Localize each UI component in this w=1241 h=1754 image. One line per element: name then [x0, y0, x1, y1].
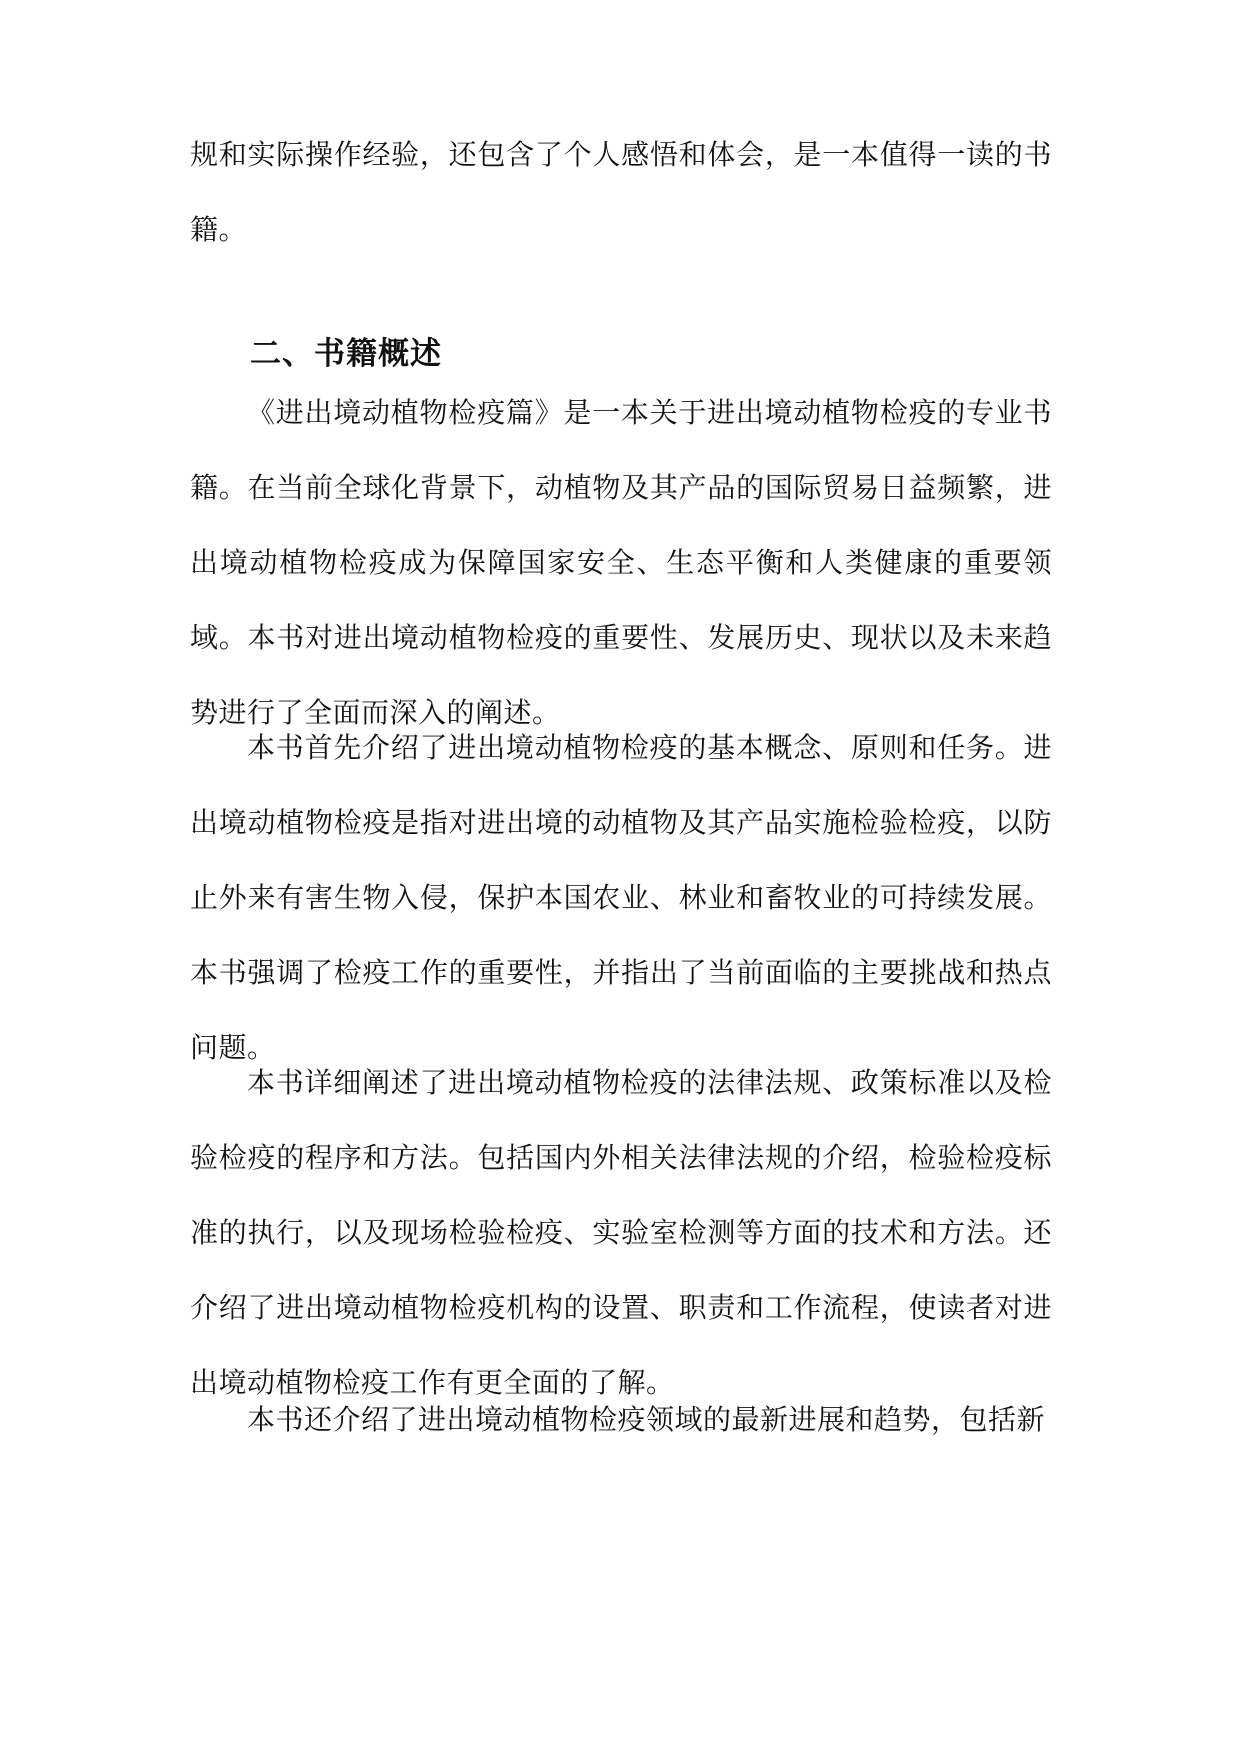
section-heading: 二、书籍概述 [250, 336, 442, 372]
paragraph-basic-concepts: 本书首先介绍了进出境动植物检疫的基本概念、原则和任务。进出境动植物检疫是指对进出境的动植物及其产品实施检验检疫，以防止外来有害生物入侵，保护本国农业、林业和畜牧业的可持续发展。本书强调了检疫工作的重要性，并指出了当前面临的主要挑战和热点问题。 [190, 731, 1052, 1064]
paragraph-continued: 规和实际操作经验，还包含了个人感悟和体会，是一本值得一读的书籍。 [190, 138, 1052, 246]
paragraph-laws-regulations: 本书详细阐述了进出境动植物检疫的法律法规、政策标准以及检验检疫的程序和方法。包括国内外相关法律法规的介绍，检验检疫标准的执行，以及现场检验检疫、实验室检测等方面的技术和方法。还介绍了进出境动植物检疫机构的设置、职责和工作流程，使读者对进出境动植物检疫工作有更全面的了解。 [190, 1066, 1052, 1399]
paragraph-latest-progress: 本书还介绍了进出境动植物检疫领域的最新进展和趋势，包括新 [247, 1403, 1046, 1436]
paragraph-overview: 《进出境动植物检疫篇》是一本关于进出境动植物检疫的专业书籍。在当前全球化背景下，动植物及其产品的国际贸易日益频繁，进出境动植物检疫成为保障国家安全、生态平衡和人类健康的重要领域。本书对进出境动植物检疫的重要性、发展历史、现状以及未来趋势进行了全面而深入的阐述。 [190, 396, 1052, 729]
